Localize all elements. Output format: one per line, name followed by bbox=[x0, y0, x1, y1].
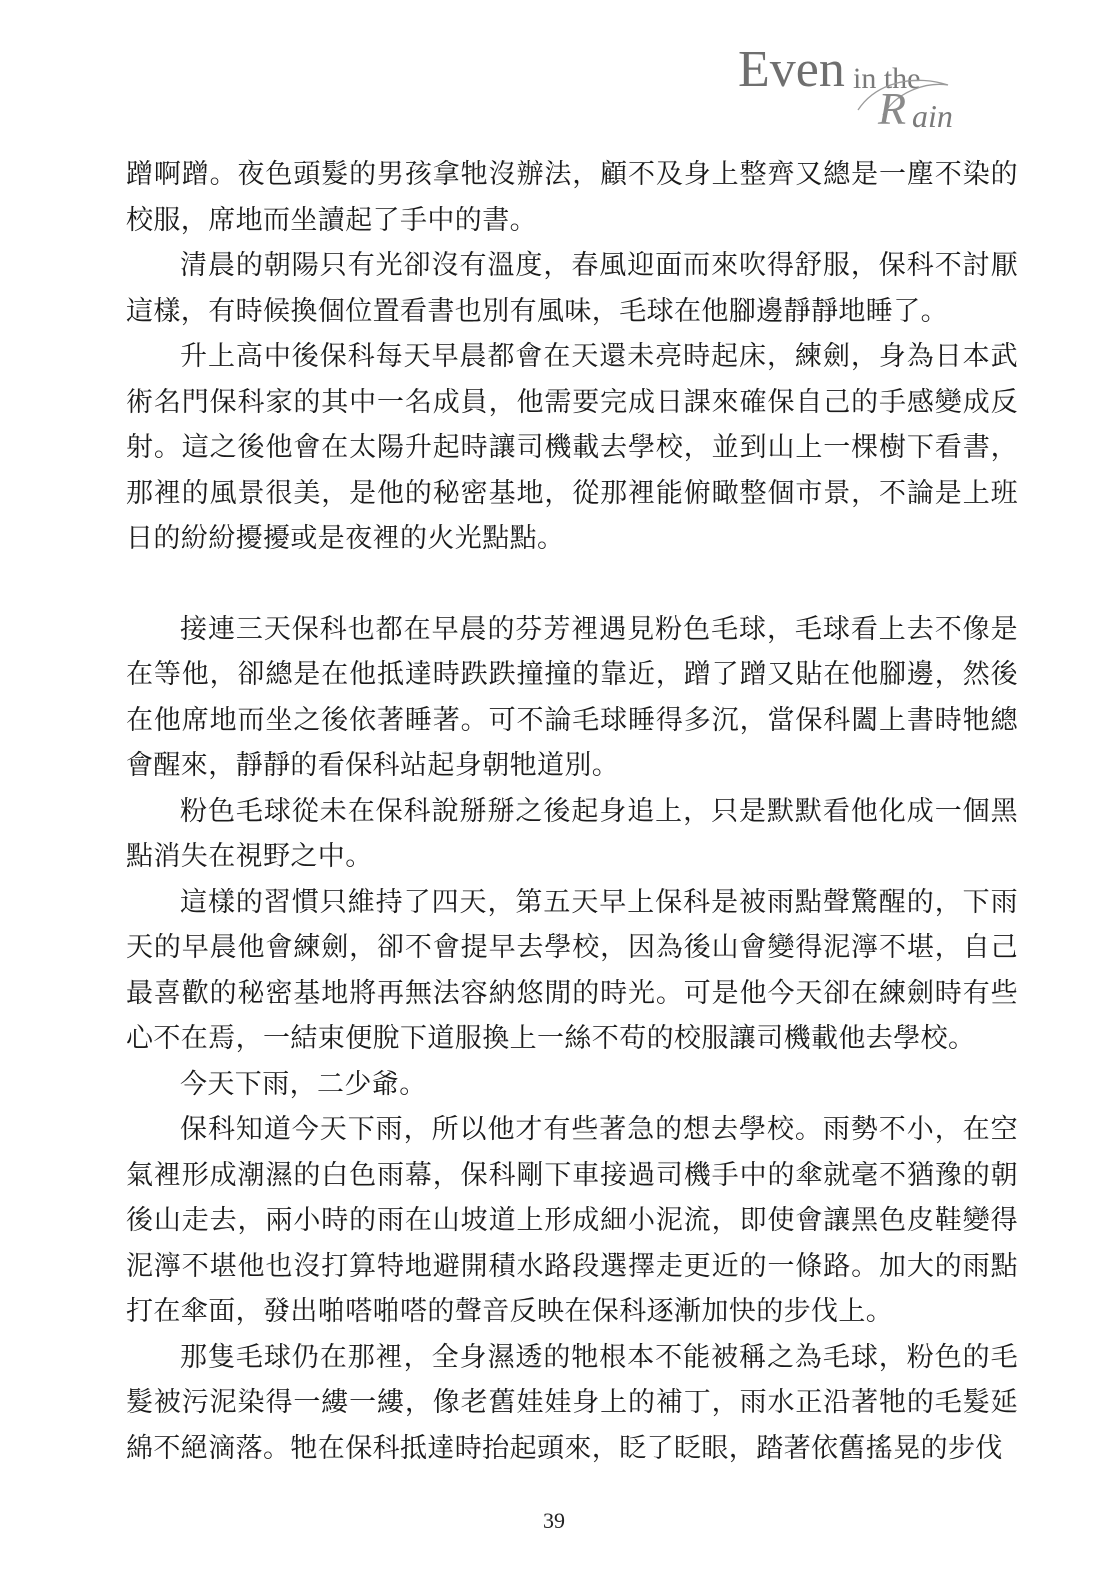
page-body bbox=[126, 152, 1018, 1471]
paragraph-4: 接連三天保科也都在早晨的芬芳裡遇見粉色毛球，毛球看上去不像是在等他，卻總是在他抵達時跌跌撞撞的靠近，蹭了蹭又貼在他腳邊，然後在他席地而坐之後依著睡著。可不論毛球睡得多沉，當保科闔上書時牠總會醒來，靜靜的看保科站起身朝牠道別。 bbox=[126, 613, 1018, 781]
paragraph-8: 保科知道今天下雨，所以他才有些著急的想去學校。雨勢不小，在空氣裡形成潮濕的白色雨幕，保科剛下車接過司機手中的傘就毫不猶豫的朝後山走去，兩小時的雨在山坡道上形成細小泥流，即使會讓黑色皮鞋變得泥濘不堪他也沒打算特地避開積水路段選擇走更近的一條路。加大的雨點打在傘面，發出啪嗒啪嗒的聲音反映在保科逐漸加快的步伐上。 bbox=[126, 1114, 1018, 1327]
logo-letter-r: R bbox=[878, 83, 907, 134]
section-break bbox=[126, 562, 1018, 607]
paragraph-2: 清晨的朝陽只有光卻沒有溫度，春風迎面而來吹得舒服，保科不討厭這樣，有時候換個位置看書也別有風味，毛球在他腳邊靜靜地睡了。 bbox=[126, 250, 1018, 327]
logo-word-even: Even bbox=[738, 41, 845, 98]
paragraph-5: 粉色毛球從未在保科說掰掰之後起身追上，只是默默看他化成一個黑點消失在視野之中。 bbox=[126, 795, 1018, 872]
paragraph-1: 蹭啊蹭。夜色頭髮的男孩拿牠沒辦法，顧不及身上整齊又總是一塵不染的校服，席地而坐讀起了手中的書。 bbox=[126, 159, 1018, 236]
page-number: 39 bbox=[543, 1508, 565, 1533]
paragraph-9: 那隻毛球仍在那裡，全身濕透的牠根本不能被稱之為毛球，粉色的毛髮被污泥染得一縷一縷，像老舊娃娃身上的補丁，雨水正沿著牠的毛髮延綿不絕滴落。牠在保科抵達時抬起頭來，眨了眨眼，踏著依舊搖晃的步伐 bbox=[126, 1341, 1018, 1464]
paragraph-7: 今天下雨，二少爺。 bbox=[180, 1068, 427, 1100]
paragraph-3: 升上高中後保科每天早晨都會在天還未亮時起床，練劍，身為日本武術名門保科家的其中一名成員，他需要完成日課來確保自己的手感變成反射。這之後他會在太陽升起時讓司機載去學校，並到山上一棵樹下看書，那裡的風景很美，是他的秘密基地，從那裡能俯瞰整個市景，不論是上班日的紛紛擾擾或是夜裡的火光點點。 bbox=[126, 341, 1018, 554]
paragraph-6: 這樣的習慣只維持了四天，第五天早上保科是被雨點聲驚醒的，下雨天的早晨他會練劍，卻不會提早去學校，因為後山會變得泥濘不堪，自己最喜歡的秘密基地將再無法容納悠閒的時光。可是他今天卻在練劍時有些心不在焉，一結束便脫下道服換上一絲不苟的校服讓司機載他去學校。 bbox=[126, 886, 1018, 1054]
logo-word-in-the: in the bbox=[853, 62, 921, 95]
logo-word-ain: ain bbox=[912, 98, 953, 134]
book-title-logo bbox=[728, 40, 1008, 132]
